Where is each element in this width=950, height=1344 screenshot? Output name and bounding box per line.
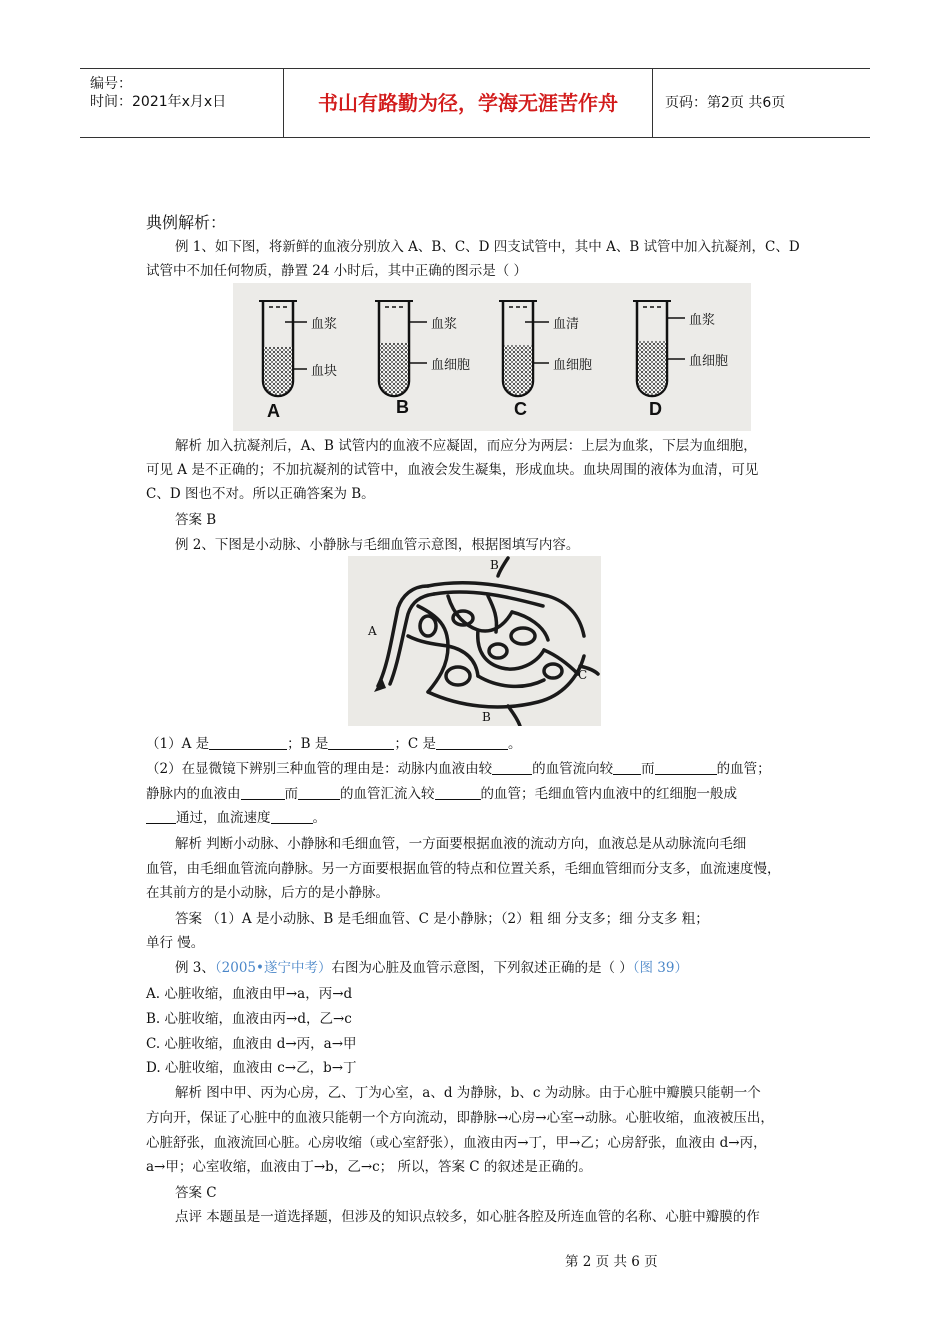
ex2-q1-b-text: ；B 是: [287, 736, 329, 752]
tube-c-bottom-label: 血细胞: [553, 358, 593, 373]
tube-d-top-label: 血浆: [689, 313, 716, 328]
ex2-q2-blank-6[interactable]: [435, 785, 481, 800]
vessel-label-a: A: [368, 624, 377, 638]
vessel-figure: [348, 556, 601, 726]
ex2-answer-line2: 单行 慢。: [146, 935, 205, 951]
ex2-analysis-line1: 解析 判断小动脉、小静脉和毛细血管，一方面要根据血液的流动方向，血液总是从动脉流向毛细: [175, 836, 747, 852]
ex2-q2-l2-d: 的血管；毛细血管内血液中的红细胞一般成: [480, 786, 737, 802]
tube-d-bottom-label: 血细胞: [689, 354, 729, 369]
ex2-q1-a-blank[interactable]: [209, 735, 287, 750]
page-footer: 第 2 页 共 6 页: [565, 1254, 658, 1270]
tube-a: [259, 301, 307, 396]
ex2-q2-l1-c: 而: [641, 761, 655, 777]
header-id-label: 编号：: [90, 76, 132, 92]
ex3-option-c: C. 心脏收缩，血液由 d→丙，a→甲: [146, 1036, 357, 1052]
vessel-drawing: [348, 556, 601, 726]
ex2-q2-line1: [146, 760, 771, 778]
ex1-analysis-line2: 可见 A 是不正确的；不加抗凝剂的试管中，血液会发生凝集，形成血块。血块周围的液体为血清，可见: [146, 462, 759, 478]
ex3-text: 右图为心脏及血管示意图，下列叙述正确的是（ ）: [331, 960, 633, 976]
header-motto: 书山有路勤为径，学海无涯苦作舟: [284, 69, 653, 137]
ex2-analysis-line3: 在其前方的是小动脉，后方的是小静脉。: [146, 885, 389, 901]
ex2-q1-end: 。: [507, 736, 522, 752]
ex2-q1-a-text: （1）A 是: [146, 736, 210, 752]
tube-b-top-label: 血浆: [431, 317, 458, 332]
ex2-q2-l1-b: 的血管流向较: [532, 761, 614, 777]
test-tube-figure: [233, 283, 751, 431]
tube-a-top-label: 血浆: [311, 317, 338, 332]
ex2-q2-blank-4[interactable]: [241, 785, 285, 800]
ex2-analysis-line2: 血管，由毛细血管流向静脉。另一方面要根据血管的特点和位置关系，毛细血管细而分支多，血流速度慢，: [146, 861, 781, 877]
tube-a-bottom-label: 血块: [311, 364, 338, 379]
ex3-comment: 点评 本题虽是一道选择题，但涉及的知识点较多，如心脏各腔及所连血管的名称、心脏中瓣膜的作: [175, 1209, 760, 1225]
ex2-q1-c-blank[interactable]: [436, 735, 508, 750]
ex2-q2-blank-3[interactable]: [655, 760, 717, 775]
header-page-label: 页码：第2页 共6页: [665, 95, 786, 111]
ex2-q2-blank-2[interactable]: [613, 760, 641, 775]
ex2-q2-blank-8[interactable]: [271, 809, 313, 824]
ex2-q2-l1-a: （2）在显微镜下辨别三种血管的理由是：动脉内血液由较: [146, 761, 493, 777]
test-tube-drawing: [233, 283, 751, 431]
ex2-q2-l3-b: 。: [312, 810, 326, 826]
vessel-label-b-bottom: B: [482, 710, 491, 724]
ex3-analysis-line2: 方向开，保证了心脏中的血液只能朝一个方向流动，即静脉→心房→心室→动脉。心脏收缩，血液被压出，: [146, 1110, 774, 1126]
ex1-question-line2: 试管中不加任何物质，静置 24 小时后，其中正确的图示是（ ）: [146, 263, 528, 279]
ex2-q2-blank-7[interactable]: [146, 809, 176, 824]
tube-d-letter: D: [649, 399, 662, 419]
ex3-option-a: A. 心脏收缩，血液由甲→a，丙→d: [146, 986, 353, 1002]
ex1-question-line1: 例 1、如下图，将新鲜的血液分别放入 A、B、C、D 四支试管中，其中 A、B 试管中加入抗凝剂，C、D: [175, 239, 800, 255]
ex2-question: 例 2、下图是小动脉、小静脉与毛细血管示意图，根据图填写内容。: [175, 537, 580, 553]
ex2-answer-line1: 答案 （1）A 是小动脉、B 是毛细血管、C 是小静脉；（2）粗 细 分支多；细 分支多 粗；: [175, 911, 709, 927]
ex3-question: [175, 959, 688, 977]
ex2-q2-blank-1[interactable]: [492, 760, 532, 775]
vessel-label-c: C: [578, 668, 588, 682]
tube-d: [633, 301, 685, 396]
tube-b-letter: B: [396, 397, 409, 417]
ex1-answer: 答案 B: [175, 512, 217, 528]
ex3-analysis-line4: a→甲；心室收缩，血液由丁→b，乙→c； 所以，答案 C 的叙述是正确的。: [146, 1159, 592, 1175]
ex3-source-link[interactable]: （2005•遂宁中考）: [214, 960, 332, 976]
ex2-q2-blank-5[interactable]: [298, 785, 340, 800]
ex3-analysis-line3: 心脏舒张，血液流回心脏。心房收缩（或心室舒张），血液由丙→丁，甲→乙；心房舒张，血液由 d→丙，: [146, 1135, 767, 1151]
ex3-option-d: D. 心脏收缩，血液由 c→乙，b→丁: [146, 1060, 357, 1076]
tube-c: [499, 301, 549, 396]
ex2-q1: [146, 735, 521, 753]
ex2-q2-l2-c: 的血管汇流入较: [340, 786, 435, 802]
ex3-prefix: 例 3、: [175, 960, 215, 976]
ex3-option-b: B. 心脏收缩，血液由丙→d，乙→c: [146, 1011, 352, 1027]
ex2-q1-b-blank[interactable]: [328, 735, 394, 750]
ex2-q2-line3: [146, 809, 326, 827]
tube-c-letter: C: [514, 399, 527, 419]
ex2-q2-l3-a: 通过，血流速度: [176, 810, 271, 826]
ex2-q2-l1-d: 的血管；: [716, 761, 771, 777]
tube-c-top-label: 血清: [553, 317, 580, 332]
ex3-answer: 答案 C: [175, 1185, 217, 1201]
section-heading: 典例解析：: [146, 213, 227, 232]
ex2-q2-line2: [146, 785, 737, 803]
ex2-q2-l2-a: 静脉内的血液由: [146, 786, 241, 802]
tube-b: [375, 301, 427, 396]
ex1-analysis-line1: 解析 加入抗凝剂后，A、B 试管内的血液不应凝固，而应分为两层：上层为血浆，下层为血细胞，: [175, 438, 757, 454]
ex1-analysis-line3: C、D 图也不对。所以正确答案为 B。: [146, 486, 375, 502]
ex2-q2-l2-b: 而: [284, 786, 298, 802]
header-meta-cell: [80, 69, 284, 137]
ex3-analysis-line1: 解析 图中甲、丙为心房，乙、丁为心室，a、d 为静脉，b、c 为动脉。由于心脏中瓣膜只能朝一个: [175, 1085, 761, 1101]
ex2-q1-c-text: ；C 是: [394, 736, 436, 752]
vessel-label-b-top: B: [490, 558, 499, 572]
header-date-label: 时间：2021年x月x日: [90, 94, 227, 110]
tube-a-letter: A: [267, 401, 280, 421]
ex3-figure-ref-link[interactable]: （图 39）: [632, 960, 688, 976]
tube-b-bottom-label: 血细胞: [431, 358, 471, 373]
page-header: [80, 68, 870, 138]
